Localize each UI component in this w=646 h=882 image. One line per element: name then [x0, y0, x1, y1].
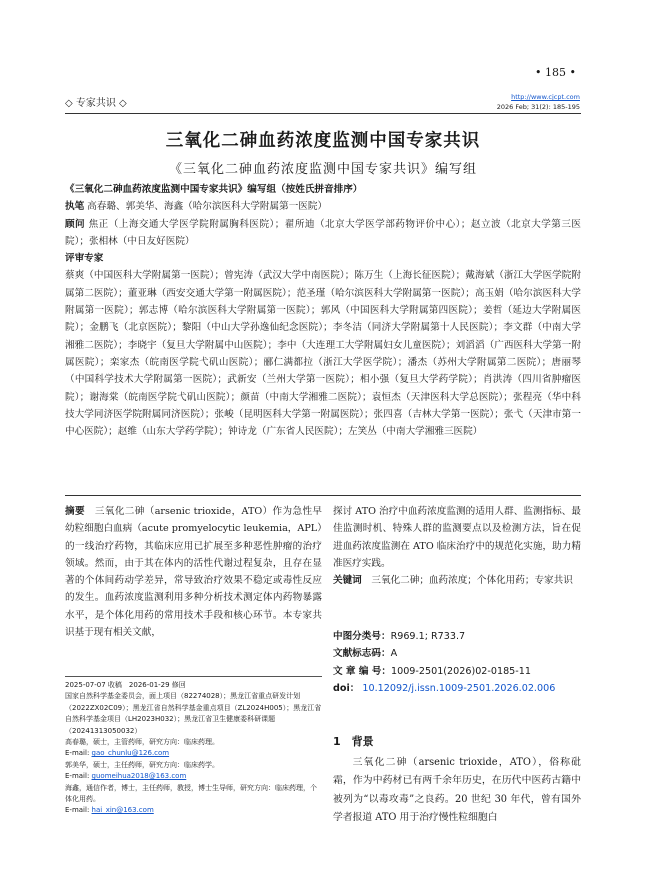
abstract-text-right: 探讨 ATO 治疗中血药浓度监测的适用人群、监测指标、最佳监测时机、特殊人群的监测要点以及检测方法，旨在促进血药浓度监测在 ATO 临床治疗中的规范化实施，助力精准医疗实践。 [333, 506, 581, 569]
header-divider [65, 113, 581, 114]
article-number: 文 章 编 号：1009-2501(2026)02-0185-11 [333, 665, 531, 677]
section-heading: 1 背景 [333, 735, 374, 748]
doi: doi： 10.12092/j.issn.1009-2501.2026.02.006 [333, 682, 556, 694]
author2-email: E-mail: guomeihua2018@163.com [65, 772, 187, 781]
email-link[interactable]: guomeihua2018@163.com [91, 772, 187, 781]
advisors: 顾问 焦正（上海交通大学医学院附属胸科医院）；翟所迪（北京大学医学部药物评价中心）；赵立波（北京大学第三医院）；张相林（中日友好医院） [65, 218, 582, 247]
section-body: 三氧化二砷（arsenic trioxide，ATO），俗称砒霜，作为中药材已有两千余年历史，在历代中医药古籍中被列为“以毒攻毒”之良药。20 世纪 30 年代，曾有国外学者报道 ATO 用于治疗慢性粒细胞白 [333, 757, 581, 824]
keywords: 关键词 三氧化二砷；血药浓度；个体化用药；专家共识 [333, 575, 573, 587]
received-dates: 2025-07-07 收稿 2026-01-29 修回 [65, 681, 186, 689]
executive-authors: 执笔 高春璐、郭美华、海鑫（哈尔滨医科大学附属第一医院） [65, 201, 328, 213]
document-code: 文献标志码：A [333, 648, 398, 660]
abstract-divider [65, 495, 581, 496]
author3-email: E-mail: hai_xin@163.com [65, 806, 154, 815]
page-number: • 185 • [535, 66, 576, 79]
fund-info: 国家自然科学基金委员会，面上项目（82274028）；黑龙江省重点研发计划（2022ZX02C09）；黑龙江省自然科学基金重点项目（ZL2024H005）；黑龙江省自然科学基金项目（LH2023H032）；黑龙江省卫生健康委科研课题（20241313050032） [65, 692, 322, 735]
author1-info: 高春璐，硕士，主管药师，研究方向：临床药理。 [65, 738, 219, 747]
author1-email: E-mail: gao_chunlu@126.com [65, 749, 170, 758]
doi-link[interactable]: 10.12092/j.issn.1009-2501.2026.02.006 [362, 682, 556, 694]
group-line: 《三氧化二砷血药浓度监测中国专家共识》编写组（按姓氏拼音排序） [65, 184, 363, 195]
author-block [65, 181, 581, 440]
footnotes [65, 680, 322, 817]
author2-info: 郭美华，硕士，主任药师，研究方向：临床药学。 [65, 760, 219, 769]
abstract-text-left: 三氧化二砷（arsenic trioxide，ATO）作为急性早幼粒细胞白血病（acute promyelocytic leukemia，APL）的一线治疗药物，其临床应用已扩展至多种恶性肿瘤的治疗领域。然而，由于其在体内的活性代谢过程复杂，且存在显著的个体间药动学差异，常导致治疗效果不稳定或毒性反应的发生。血药浓度监测利用多种分析技术测定体内药物暴露水平，是个体化用药的常用技术手段和核心环节。本专家共识基于现有相关文献， [65, 506, 323, 639]
abstract-left [65, 503, 322, 641]
article-meta [333, 628, 581, 697]
author3-info: 海鑫，通信作者，博士，主任药师，教授，博士生导师，研究方向：临床药理，个体化用药。 [65, 783, 317, 804]
reviewers: 蔡爽（中国医科大学附属第一医院）；曾宪涛（武汉大学中南医院）；陈万生（上海长征医院）；戴海斌（浙江大学医学院附属第二医院）；董亚琳（西安交通大学第一附属医院）；范圣瑾（哈尔滨医科大学附属第一医院）；高玉娟（哈尔滨医科大学附属第一医院）；郭志博（哈尔滨医科大学附属第一医院）；郭风（中国医科大学附属第四医院）；姜哲（延边大学附属医院）；金鹏飞（北京医院）；黎阳（中山大学孙逸仙纪念医院）；李冬洁（同济大学附属第十人民医院）；李文群（中南大学湘雅二医院）；李晓宇（复旦大学附属中山医院）；李中（大连理工大学附属妇女儿童医院）；刘滔滔（广西医科大学第一附属医院）；栾家杰（皖南医学院弋矶山医院）；郦仁满都拉（浙江大学医学院）；潘杰（苏州大学附属第二医院）；唐丽琴（中国科学技术大学附属第一医院）；武新安（兰州大学第一医院）；相小强（复旦大学药学院）；肖洪涛（四川省肿瘤医院）；谢海棠（皖南医学院弋矶山医院）；颜苗（中南大学湘雅二医院）；袁恒杰（天津医科大学总医院）；张程亮（华中科技大学同济医学院附属同济医院）；张峻（昆明医科大学第一附属医院）；张四喜（吉林大学第一医院）；张弋（天津市第一中心医院）；赵维（山东大学药学院）；钟诗龙（广东省人民医院）；左笑丛（中南大学湘雅三医院） [65, 270, 581, 438]
citation-text: 2026 Feb; 31(2): 185-195 [496, 103, 580, 111]
email-link[interactable]: hai_xin@163.com [91, 806, 154, 815]
journal-url-link[interactable]: http://www.cjcpt.com [511, 93, 580, 101]
footnote-divider [65, 676, 322, 677]
section-tag: ◇ 专家共识 ◇ [65, 98, 127, 109]
journal-info [497, 92, 580, 112]
abstract-label: 摘要 [65, 506, 85, 517]
paper-subtitle: 《三氧化二砷血药浓度监测中国专家共识》编写组 [168, 162, 477, 177]
clc-number: 中图分类号：R969.1; R733.7 [333, 631, 466, 642]
paper-title: 三氧化二砷血药浓度监测中国专家共识 [165, 131, 481, 151]
email-link[interactable]: gao_chunlu@126.com [91, 749, 170, 758]
reviewer-label: 评审专家 [65, 253, 104, 265]
abstract-right [333, 503, 581, 589]
